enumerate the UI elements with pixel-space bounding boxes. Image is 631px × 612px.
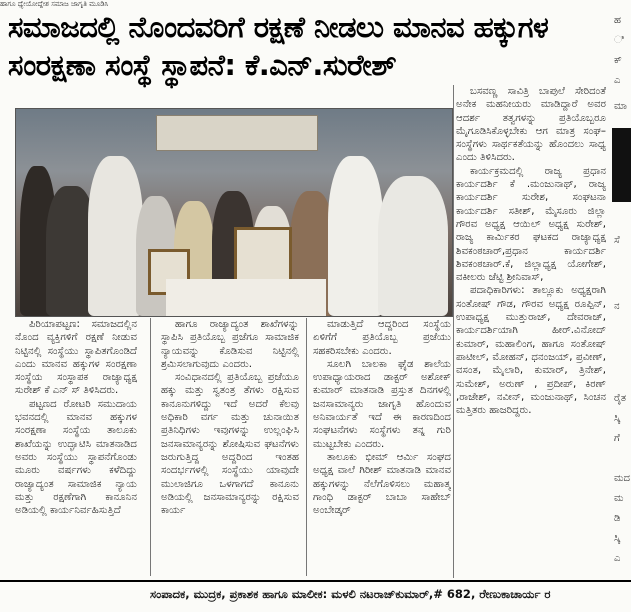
edge-fragment: ಮಾ [614, 101, 628, 112]
edge-fragment: ಸೆ [614, 235, 620, 246]
paragraph: ಮಾಡುತ್ತಿದೆ ಆದ್ದರಿಂದ ಸಂಸ್ಥೆಯ ಏಳಿಗೆಗೆ ಪ್ರತಿಯೊಬ್ಬ ಪ್ರಜೆಯು ಸಹಕರಿಸಬೇಕು ಎಂದರು. [313, 319, 451, 357]
edge-fragment: ಿ [614, 35, 624, 46]
paragraph: ಸಂವಿಧಾನದಲ್ಲಿ ಪ್ರತಿಯೊಬ್ಬ ಪ್ರಜೆಯೂ ಹಕ್ಕು ಮತ್ತು ಸ್ವತಂತ್ರ ತೆಗಳು ರಕ್ಷಿಸುವ ಕಾನೂನುಗಳಿದ್ದು ಇದೆ ಅದರೆ ಕೆಲವು ಅಧಿಕಾರಿ ವರ್ಗ ಮತ್ತು ಚುನಾಯಿತ ಪ್ರತಿನಿಧಿಗಳು ಇವುಗಳನ್ನು ಉಲ್ಲಂಘಿಸಿ ಜನಸಾಮಾನ್ಯರನ್ನು ಶೋಷಿಸುವ ಘಟನೆಗಳು ಜರುಗುತ್ತಿದ್ದ ಅದ್ದರಿಂದ ಇಂತಹ ಸಂದರ್ಭಗಳಲ್ಲಿ ಸಂಸ್ಥೆಯು ಯಾವುದೇ ಮುಲಾಜಿಗೂ ಒಳಗಾಗದೆ ಕಾನೂನು ಅಡಿಯಲ್ಲಿ ಜನಸಾಮಾನ್ಯರನ್ನು ರಕ್ಷಿಸುವ ಕಾರ್ಯ [161, 372, 299, 517]
article-column-1 [15, 318, 137, 580]
article-column-2 [161, 318, 299, 580]
edge-fragment: ಸ್ಕಿ [614, 533, 621, 544]
edge-fragment: ರೈತ [614, 393, 627, 404]
article-column-4 [456, 85, 606, 578]
photo-person [88, 156, 143, 316]
edge-fragment: ನ [614, 301, 620, 312]
column-divider [150, 318, 151, 576]
photo-person [378, 176, 448, 316]
edge-fragment: ಎ [614, 75, 621, 86]
paragraph: ಪಟ್ಟಣದ ರೋಟರಿ ಸಮುದಾಯ ಭವನದಲ್ಲಿ ಮಾನವ ಹಕ್ಕುಗಳ ಸಂರಕ್ಷಣಾ ಸಂಸ್ಥೆಯ ತಾಲೂಕು ಶಾಖೆಯನ್ನು ಉದ್ಘಾಟಿಸಿ ಮಾತನಾಡಿದ ಅವರು ಸಂಸ್ಥೆಯು ಸ್ಥಾಪನೆಗೊಂಡು ಮೂರು ವರ್ಷಗಳು ಕಳೆದಿದ್ದು ರಾಜ್ಯಾದ್ಯಂತ ಸಾಮಾಜಿಕ ನ್ಯಾಯ ಮತ್ತು ರಕ್ಷಣೆಗಾಗಿ ಕಾನೂನಿನ ಅಡಿಯಲ್ಲಿ ಕಾರ್ಯನಿರ್ವಹಿಸುತ್ತಿದೆ [15, 398, 137, 517]
adjacent-article-edge [608, 0, 631, 590]
paragraph: ಸೂಲಗಿ ಬಾಲಕಾ ಘೈಡ ಶಾಲೆಯ ಉಪಾಧ್ಯಾಯರಾದ ಡಾಕ್ಟರ್ ಅಶೋಕ್ ಕುಮಾರ್ ಮಾತನಾಡಿ ಪ್ರಸ್ತುತ ದಿನಗಳಲ್ಲಿ ಜನಸಾಮಾನ್ಯರು ಜಾಗೃತಿ ಹೊಂದುವ ಅನಿವಾರ್ಯತೆ ಇದೆ ಈ ಕಾರಣದಿಂದ ಸಂಘಟನೆಗಳು ಸಂಸ್ಥೆಗಳು ತನ್ನ ಗುರಿ ಮುಟ್ಟಬೇಕು ಎಂದರು. [313, 358, 451, 450]
adjacent-black-box [612, 128, 631, 202]
photo-banner [156, 115, 318, 151]
edge-fragment: ಗೆ [614, 433, 620, 444]
photo-table [166, 279, 326, 316]
edge-fragment: ಎ [614, 553, 621, 564]
edge-fragment: ಕ್ [614, 55, 622, 66]
paragraph: ಪಿರಿಯಾಪಟ್ಟಣ: ಸಮಾಜದಲ್ಲಿನ ನೊಂದ ವ್ಯಕ್ತಿಗಳಿಗೆ ರಕ್ಷಣೆ ನೀಡುವ ನಿಟ್ಟಿನಲ್ಲಿ ಸಂಸ್ಥೆಯು ಸ್ಥಾಪಿತಗೊಂಡಿದೆ ಎಂದು ಮಾನವ ಹಕ್ಕುಗಳ ಸಂರಕ್ಷಣಾ ಸಂಸ್ಥೆಯ ಸಂಸ್ಥಾಪಕ ರಾಜ್ಯಾಧ್ಯಕ್ಷ ಸುರೇಶ್ ಕೆ ಎನ್ ಸ್ ತಿಳಿಸಿದರು. [15, 319, 137, 397]
paragraph: ಹಾಗೂ ರಾಜ್ಯಾದ್ಯಂತ ಶಾಖೆಗಳನ್ನು ಸ್ಥಾಪಿಸಿ ಪ್ರತಿಯೊಬ್ಬ ಪ್ರಜೆಗೂ ಸಾಮಾಜಿಕ ನ್ಯಾಯವನ್ನು ಕೊಡಿಸುವ ನಿಟ್ಟಿನಲ್ಲಿ ಶ್ರಮಿಸಲಾಗುವುದು ಎಂದರು. [161, 319, 299, 370]
top-strip: ಹಾಗೂ ಧ್ಯೇಯೋದ್ದೇಶ ಸಮಾಜ ಜಾಗೃತಿ ಮೂಡಿಸಿ [0, 0, 109, 8]
paragraph: ಬಸವಣ್ಣ ಸಾವಿತ್ರಿ ಬಾಪುಲೆ ಸೇರಿದಂತೆ ಅನೇಕ ಮಹನೀಯರು ಮಾಡಿದ್ದಾರೆ ಅವರ ಆದರ್ಶ ತತ್ವಗಳನ್ನು ಪ್ರತಿಯೊಬ್ಬರೂ ಮೈಗೂಡಿಸಿಕೊಳ್ಳಬೇಕು ಆಗ ಮಾತ್ರ ಸಂಘ–ಸಂಸ್ಥೆಗಳು ಸಾರ್ಥಕತೆಯನ್ನು ಹೊಂದಲು ಸಾಧ್ಯ ಎಂದು ತಿಳಿಸಿದರು. [456, 86, 606, 164]
column-divider [453, 85, 454, 578]
edge-fragment: ಹ [614, 15, 621, 26]
paragraph: ಕಾರ್ಯಕ್ರಮದಲ್ಲಿ ರಾಜ್ಯ ಪ್ರಧಾನ ಕಾರ್ಯದರ್ಶಿ ಕೆ .ಮಂಜುನಾಥ್, ರಾಜ್ಯ ಕಾರ್ಯದರ್ಶಿ ಸುರೇಶ, ಸಂಘಟನಾ ಕಾರ್ಯದರ್ಶಿ ಸತೀಶ್, ಮೈಸೂರು ಜಿಲ್ಲಾ ಗೌರವ ಅಧ್ಯಕ್ಷ ಆಯಿಲ್ ಅಧ್ಯಕ್ಷ ಸುರೇಶ್, ರಾಜ್ಯ ಕಾರ್ಮಿಕರ ಘಟಕದ ರಾಜ್ಯಾಧ್ಯಕ್ಷ ಶಿವಕಂಠಚಾರ್,ಪ್ರಧಾನ ಕಾರ್ಯದರ್ಶಿ ಶಿವಕಂಠಚಾರ್.ಕೆ, ಜಿಲ್ಲಾಧ್ಯಕ್ಷ ಯೋಗೇಶ್, ವಕೀಲರು ಜೆಟ್ಟಿ ಶ್ರೀನಿವಾಸ್, [456, 165, 606, 284]
edge-fragment: ಡಿ [614, 513, 621, 524]
paragraph: ಪದಾಧಿಕಾರಿಗಳು: ತಾಲ್ಲೂಕು ಅಧ್ಯಕ್ಷರಾಗಿ ಸಂತೋಷ್ ಗೌಡ, ಗೌರವ ಅಧ್ಯಕ್ಷ ರೂಪ್ಪಿನ್, ಉಪಾಧ್ಯಕ್ಷ ಮುತ್ತುರಾಜ್, ದೇವರಾಜ್, ಕಾರ್ಯದರ್ಶಿಯಾಗಿ ಹೀರ್.ವಿನೋದ್ ಕುಮಾರ್, ಮಹಾಲಿಂಗ, ಹಾಗೂ ಸಂತೋಷ್ ಪಾಟೀಲ್, ಮೋಹನ್, ಧನಂಜಯ್, ಪ್ರವೀಣ್, ವಸಂತ, ಮೈಲಾರಿ, ಕುಮಾರ್, ತ್ರಿನೇಶ್, ಸುಮೇಶ್, ಅರುಣ್ , ಪ್ರದೀಪ್, ಕಿರಣ್ ,ರಾಜೇಶ್, ನವೀನ್, ಮಂಜುನಾಥ್, ಸಿಂಚನ ಮತ್ತಿತರು ಹಾಜರಿದ್ದರು. [456, 285, 606, 417]
imprint-footer: ಸಂಪಾದಕ, ಮುದ್ರಕ, ಪ್ರಕಾಶಕ ಹಾಗೂ ಮಾಲೀಕ: ಮಳಲಿ ನಟರಾಜ್‌ಕುಮಾರ್,# 682, ರೇಣುಕಾಚಾರ್ಯ ರ [0, 580, 631, 612]
headline: ಸಮಾಜದಲ್ಲಿ ನೊಂದವರಿಗೆ ರಕ್ಷಣೆ ನೀಡಲು ಮಾನವ ಹಕ್ಕುಗಳ ಸಂರಕ್ಷಣಾ ಸಂಸ್ಥೆ ಸ್ಥಾಪನೆ: ಕೆ.ಎನ್.ಸುರೇಶ್ [8, 10, 549, 82]
edge-fragment: ಮ [614, 493, 624, 504]
paragraph: ತಾಲೂಕು ಭೀಮ್ ಆರ್ಮಿ ಸಂಘದ ಅಧ್ಯಕ್ಷ ವಾಲೆ ಗಿರೀಶ್ ಮಾತನಾಡಿ ಮಾನವ ಹಕ್ಕುಗಳನ್ನು ನೆಲೆಗೊಳಿಸಲು ಮಹಾತ್ಮ ಗಾಂಧಿ ಡಾಕ್ಟರ್ ಬಾಬಾ ಸಾಹೇಬ್ ಅಂಬೇಡ್ಕರ್ [313, 451, 451, 517]
column-divider [306, 318, 307, 576]
edge-fragment: ಸ್ಕಿ [614, 413, 621, 424]
news-photo [15, 108, 453, 317]
article-column-3 [313, 318, 451, 580]
photo-person [328, 156, 383, 316]
edge-fragment: ಮದ [614, 473, 630, 484]
